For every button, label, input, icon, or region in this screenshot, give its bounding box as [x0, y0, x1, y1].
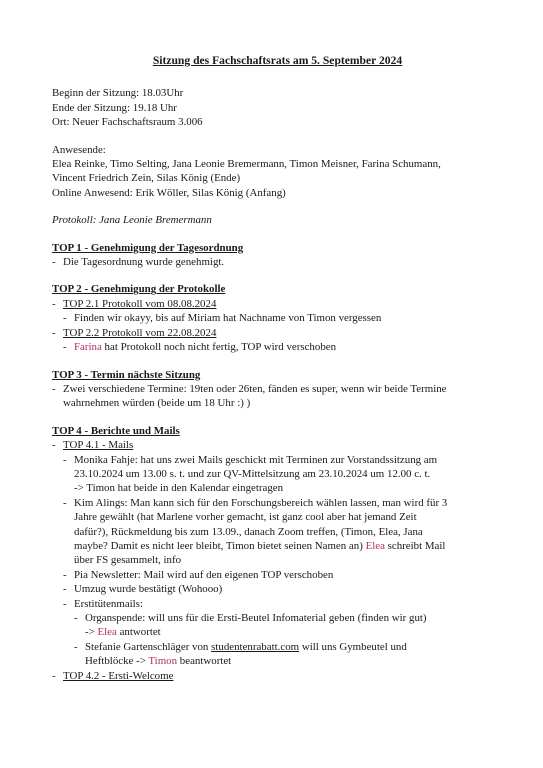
name-farina: Farina: [74, 341, 102, 354]
document-title: Sitzung des Fachschaftsrats am 5. September 2024: [152, 54, 403, 67]
top1-heading: TOP 1 - Genehmigung der Tagesordnung: [52, 241, 244, 254]
name-elea: Elea: [97, 626, 117, 639]
attendees-label: Anwesende:: [52, 143, 106, 156]
top2-sub2: - TOP 2.2 Protokoll vom 22.08.2024: [52, 326, 503, 340]
top2-sub1-item: - Finden wir okayy, bis auf Miriam hat Nachname von Timon vergessen: [63, 311, 503, 325]
top4-sub1: - TOP 4.1 - Mails: [52, 438, 503, 452]
meeting-start: Beginn der Sitzung: 18.03Uhr: [52, 87, 184, 100]
item-monika-fahje: - Monika Fahje: hat uns zwei Mails geschickt mit Terminen zur Vorstandssitzung am 23.10.2024 um 13.00 s. t. und zur QV-Mittelsitzung am 23.10.2024 um 12.00 c. t. -> Timon hat beide in den Kalendar eingetragen: [63, 453, 503, 496]
item-studentenrabatt: - Stefanie Gartenschläger von studentenrabatt.com will uns Gymbeutel und Heftblöcke -> Timon beantwortet: [74, 640, 503, 669]
top3-item: - Zwei verschiedene Termine: 19ten oder 26ten, fänden es super, wenn wir beide Termine wahrnehmen würden (beide um 18 Uhr :) ): [52, 382, 503, 411]
item-umzug: - Umzug wurde bestätigt (Wohooo): [63, 582, 503, 596]
meeting-location: Ort: Neuer Fachschaftsraum 3.006: [52, 116, 203, 129]
studentenrabatt-link[interactable]: studentenrabatt.com: [211, 640, 300, 653]
protocol-author: Protokoll: Jana Leonie Bremermann: [52, 214, 212, 227]
attendees-line-2: Vincent Friedrich Zein, Silas König (Ende): [52, 172, 241, 185]
top4-heading: TOP 4 - Berichte und Mails: [52, 424, 180, 437]
attendees-line-1: Elea Reinke, Timo Selting, Jana Leonie Bremermann, Timon Meisner, Farina Schumann,: [52, 158, 441, 171]
top3-heading: TOP 3 - Termin nächste Sitzung: [52, 368, 201, 381]
item-pia-newsletter: - Pia Newsletter: Mail wird auf den eigenen TOP verschoben: [63, 568, 503, 582]
top2-sub1: - TOP 2.1 Protokoll vom 08.08.2024: [52, 297, 503, 311]
item-organspende: - Organspende: will uns für die Ersti-Beutel Infomaterial geben (finden wir gut) -> Elea antwortet: [74, 611, 503, 640]
online-attendees: Online Anwesend: Erik Wöller, Silas König (Anfang): [52, 186, 286, 199]
meeting-end: Ende der Sitzung: 19.18 Uhr: [52, 101, 177, 114]
top2-sub2-item: - Farina hat Protokoll noch nicht fertig, TOP wird verschoben: [63, 340, 503, 354]
top4-sub2: - TOP 4.2 - Ersti-Welcome: [52, 669, 503, 683]
name-elea: Elea: [365, 539, 385, 552]
item-kim-alings: - Kim Alings: Man kann sich für den Forschungsbereich wählen lassen, man wird für 3 Jahre gewählt (hat Marlene vorher gemacht, ist ganz cool aber hat jemand Zeit dafür?), Rückmeldung bis zum 13.09., danach Zoom treffen, (Timon, Elea, Jana maybe? Damit es nicht leer bleibt, Timon bietet seinen Namen an) Elea schreibt Mail über FS gesammelt, info: [63, 496, 503, 568]
top1-item: - Die Tagesordnung wurde genehmigt.: [52, 255, 503, 269]
top2-heading: TOP 2 - Genehmigung der Protokolle: [52, 283, 226, 296]
name-timon: Timon: [148, 655, 178, 668]
item-ersti-mails: - Erstitütenmails:: [63, 597, 503, 611]
